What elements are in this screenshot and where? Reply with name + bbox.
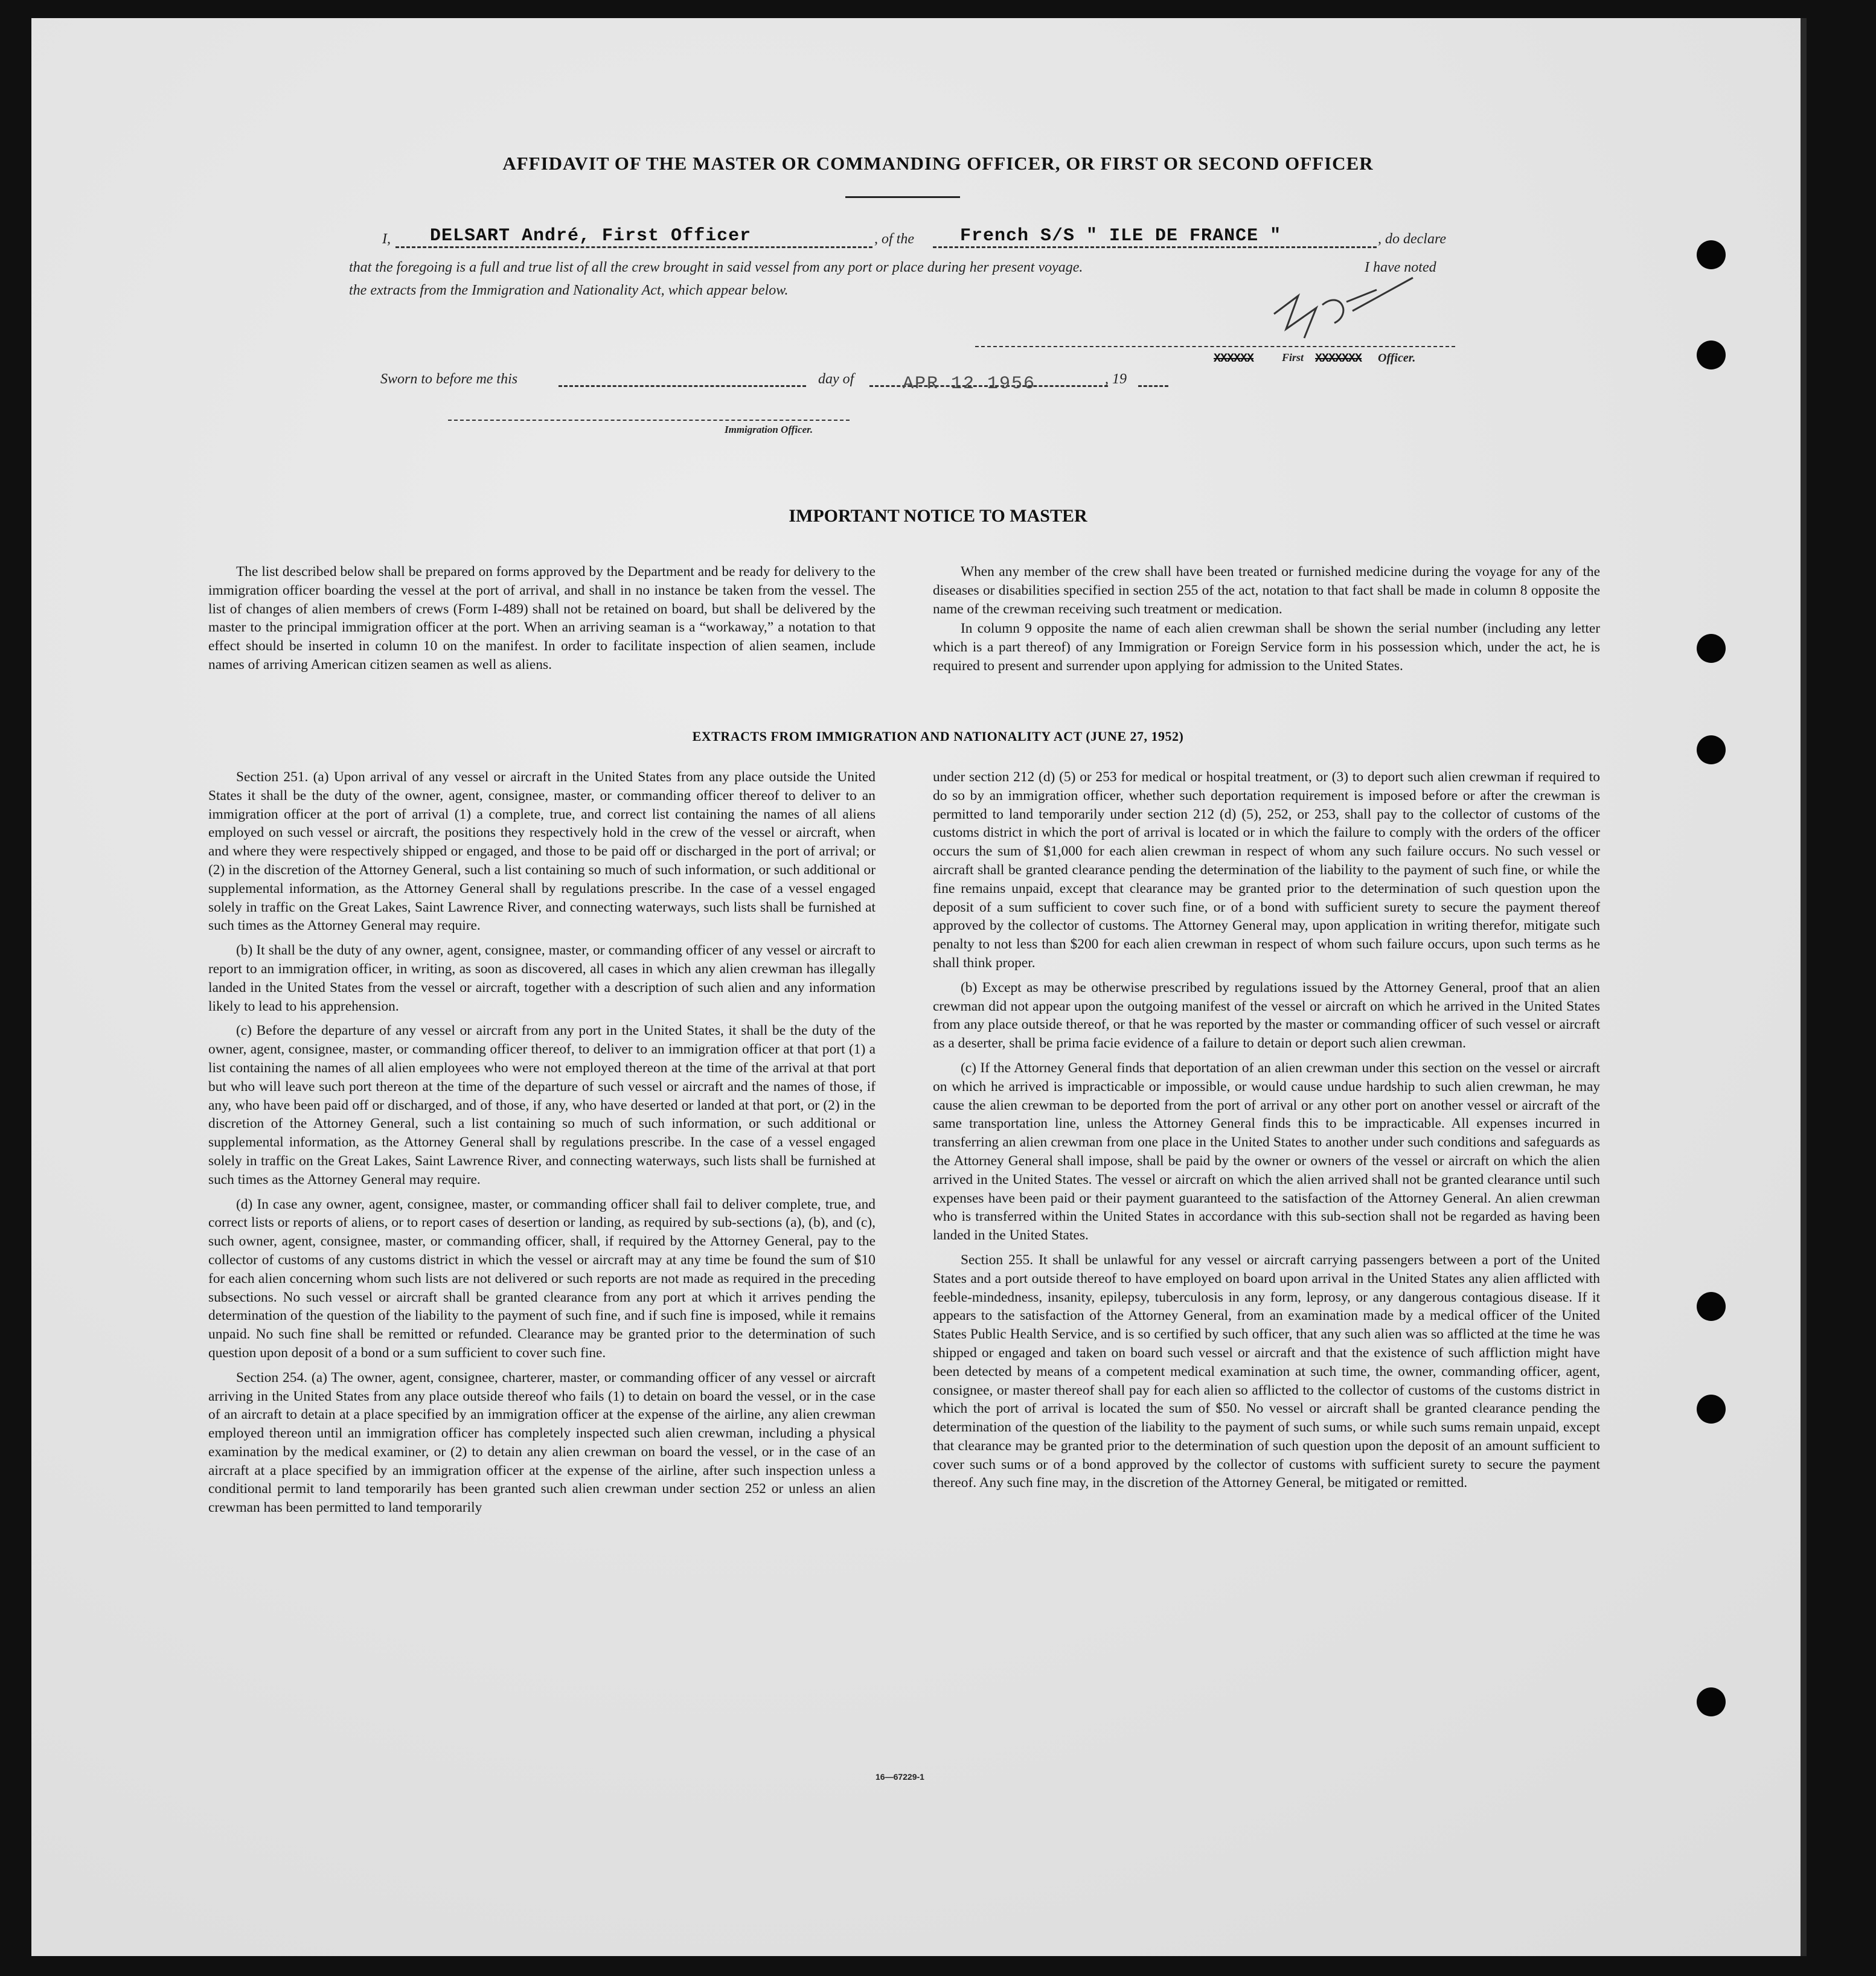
officer-signature [1262,272,1419,350]
struck-master: XXXXXX [1214,352,1254,366]
notice-left-column [208,563,876,680]
date-stamp: APR 12 1956 [903,374,1036,394]
form-code: 16—67229-1 [876,1772,924,1782]
declaration-line-2-end: I have noted [1365,260,1436,275]
officer-label: Officer. [1378,351,1416,365]
section-251d: (d) In case any owner, agent, consignee, master, or commanding officer shall fail to deliver complete, true, and correct lists or reports of aliens, or to report cases of desertion or landing, as required by sub-sections (a), (b), and (c), such owner, agent, consignee, master, or commanding officer, shall, if required by the Attorney General, pay to the collector of customs of any customs district in which the vessel or aircraft may at any time be found the sum of $10 for each alien concerning whom such lists are not delivered or such reports are not made as required in the preceding subsections. No such vessel or aircraft shall be granted clearance from any port at which it arrives pending the determination of the question of the liability to the payment of such fine, and if such fine is imposed, while it remains unpaid. No such fine shall be remitted or refunded. Clearance may be granted prior to the determination of such question upon deposit of a bond or a sum sufficient to cover such fine. [208,1196,876,1361]
of-the-label: , of the [874,231,914,247]
binder-hole [1697,1687,1726,1716]
section-251c: (c) Before the departure of any vessel or aircraft from any port in the United States, it shall be the duty of the owner, agent, consignee, master, or commanding officer thereof, to deliver to an immigration officer at that port (1) a list containing the names of all alien employees who were not employed thereon at the time of the arrival at that port but who will leave such port thereon at the time of the departure of such vessel or aircraft and the names of those, if any, who have been paid off or discharged, and of those, if any, who have deserted or landed at that port, or (2) in the discretion of the Attorney General, such a list containing so much of such information, or such additional or supplemental information, as the Attorney General shall by regulations prescribe. In the case of a vessel engaged solely in traffic on the Great Lakes, Saint Lawrence River, and connecting waterways, such lists shall be furnished at such times as the Attorney General may require. [208,1023,876,1188]
binder-hole [1697,1292,1726,1321]
officer-signature-line [975,346,1455,347]
section-255: Section 255. It shall be unlawful for any vessel or aircraft carrying passengers between a port of the United States and a port outside thereof to have employed on board upon arrival in the United States any alien afflicted with feeble-mindedness, insanity, epilepsy, tuberculosis in any form, leprosy, or any dangerous contagious disease. If it appears to the satisfaction of the Attorney General, from an examination made by a medical officer of the United States Public Health Service, and is so certified by such officer, that any such alien was so afflicted at the time he was shipped or engaged and taken on board such vessel or aircraft and that the existence of such affliction might have been detected by means of a competent medical examination at such time, the owner, commanding officer, agent, consignee, or master thereof shall pay for each alien so afflicted to the collector of customs of the customs district in which the port of arrival is located the sum of $50. No vessel or aircraft shall be granted clearance pending the determination of the question of the liability to the payment of such sums, or while such sums remain unpaid, except that clearance may be granted prior to the determination of such question upon the deposit of an amount sufficient to cover such sums or of a bond approved by the collector of customs with sufficient surety to secure the payment thereof. Any such fine may, in the discretion of the Attorney General, be mitigated or remitted. [933,1252,1600,1491]
section-254c: (c) If the Attorney General finds that deportation of an alien crewman under this section on the vessel or aircraft on which he arrived is impracticable or impossible, or would cause undue hardship to such alien crewman, he may cause the alien crewman to be deported from the port of arrival or any other port on another vessel or aircraft of the same transportation line, unless the Attorney General finds this to be impracticable. All expenses incurred in transferring an alien crewman from one place in the United States to another under such conditions and safeguards as the Attorney General shall impose, shall be paid by the owner or owners of the vessel or aircraft on which the alien arrived in the United States. The vessel or aircraft on which the alien arrived shall not be granted clearance until such expenses have been paid or their payment guaranteed to the satisfaction of the Attorney General. An alien crewman who is transferred within the United States in accordance with this sub-section shall not be regarded as having been landed in the United States. [933,1060,1600,1244]
immigration-officer-label: Immigration Officer. [725,424,813,435]
i-label: I, [382,231,391,247]
section-251a: Section 251. (a) Upon arrival of any vessel or aircraft in the United States from any place outside the United States it shall be the duty of the owner, agent, consignee, master, or commanding officer thereof to deliver to an immigration officer at the port of arrival (1) a complete, true, and correct list containing the names of all aliens employed on such vessel or aircraft, the positions they respectively hold in the crew of the vessel or aircraft, when and where they were respectively shipped or engaged, and those to be paid off or discharged in the port of arrival; or (2) in the discretion of the Attorney General, such a list containing so much of such information, or such additional or supplemental information, as the Attorney General shall by regulations prescribe. In the case of a vessel engaged solely in traffic on the Great Lakes, Saint Lawrence River, and connecting waterways, such lists shall be furnished at such times as the Attorney General may require. [208,769,876,934]
binder-hole [1697,634,1726,663]
immigration-officer-line [448,420,850,421]
section-254a-cont: under section 212 (d) (5) or 253 for medical or hospital treatment, or (3) to deport such alien crewman if required to do so by an immigration officer, whether such deportation requirement is imposed before or after the crewman is permitted to land temporarily under section 212 (d) (5), 252, or 253, shall pay to the collector of customs of the customs district in which the port of arrival is located or in which the failure to comply with the orders of the officer occurs the sum of $1,000 for each alien crewman in respect of whom any such failure occurs. No such vessel or aircraft shall be granted clearance pending the determination of the liability to the payment of such fine, or while the fine remains unpaid, except that clearance may be granted prior to the determination of such question upon the deposit of a sum sufficient to cover such fine, or of a bond with sufficient surety to secure the payment thereof approved by the collector of customs. The Attorney General may, upon application in writing therefor, mitigate such penalty to not less than $200 for each alien crewman in respect of whom such failure occurs, upon such terms as he shall think proper. [933,769,1600,971]
vessel-name: French S/S " ILE DE FRANCE " [960,226,1282,246]
binder-hole [1697,341,1726,369]
day-of-label: day of [818,371,854,387]
declarant-name: DELSART André, First Officer [430,226,752,246]
declaration-line-2: that the foregoing is a full and true list of all the crew brought in said vessel from any port or place during her present voyage. [349,260,1083,275]
notice-title: IMPORTANT NOTICE TO MASTER [789,506,1087,526]
affidavit-title: AFFIDAVIT OF THE MASTER OR COMMANDING OFFICER, OR FIRST OR SECOND OFFICER [502,153,1374,174]
notice-left-paragraph: The list described below shall be prepared on forms approved by the Department and be ready for delivery to the immigration officer boarding the vessel at the port of arrival, and shall in no instance be taken from the vessel. The list of changes of alien members of crews (Form I-489) shall not be retained on board, but shall be delivered by the master to the principal immigration officer at the port. When an arriving seaman is a “workaway,” a notation to that effect should be inserted in column 10 on the manifest. In order to facilitate inspection of alien seamen, include names of arriving American citizen seamen as well as aliens. [208,564,876,673]
title-rule [845,196,960,198]
notice-right-paragraph-2: In column 9 opposite the name of each alien crewman shall be shown the serial number (including any letter which is a part thereof) of any Immigration or Foreign Service form in his possession which, under the act, he is required to present and surrender upon applying for admission to the United States. [933,621,1600,674]
binder-hole [1697,240,1726,269]
officer-first-label: First [1282,351,1304,363]
year-fill-line [1138,385,1168,387]
section-254a: Section 254. (a) The owner, agent, consignee, charterer, master, or commanding officer of any vessel or aircraft arriving in the United States from any place outside thereof who fails (1) to detain on board the vessel, or in the case of an aircraft to detain at a place specified by an immigration officer at the expense of the airline, any alien crewman employed thereon until an immigration officer has completely inspected such alien crewman, including a physical examination by the medical examiner, or (2) to detain any alien crewman on board the vessel, or in the case of an aircraft at a place specified by an immigration officer at the expense of the airline, after such inspection unless a conditional permit to land temporarily has been granted such alien crewman under section 252 or unless an alien crewman has been permitted to land temporarily [208,1369,876,1516]
declaration-line-3: the extracts from the Immigration and Nationality Act, which appear below. [349,283,789,298]
sworn-fill-line [559,385,806,387]
name-fill-line [395,246,872,248]
sworn-label: Sworn to before me this [380,371,518,387]
notice-right-column [933,563,1600,682]
section-251b: (b) It shall be the duty of any owner, agent, consignee, master, or commanding officer of any vessel or aircraft to report to an immigration officer, in writing, as soon as discovered, all cases in which any alien crewman has illegally landed in the United States from the vessel or aircraft, together with a description of such alien and any information likely to lead to his apprehension. [208,942,876,1014]
year-label: , 19 [1105,371,1127,387]
binder-hole [1697,1395,1726,1424]
extracts-title: EXTRACTS FROM IMMIGRATION AND NATIONALITY ACT (JUNE 27, 1952) [692,729,1184,744]
extracts-right-column [933,768,1600,1498]
extracts-left-column [208,768,876,1523]
sheet-edge [1801,18,1807,1956]
section-254b: (b) Except as may be otherwise prescribed by regulations issued by the Attorney General, proof that an alien crewman did not appear upon the outgoing manifest of the vessel or aircraft on which he arrived in the United States from any place outside thereof, or that he was reported by the master or commanding officer of such vessel or aircraft as a deserter, shall be prima facie evidence of a failure to detain or deport such alien crewman. [933,979,1600,1052]
vessel-fill-line [933,246,1377,248]
notice-right-paragraph-1: When any member of the crew shall have been treated or furnished medicine during the voyage for any of the diseases or disabilities specified in section 255 of the act, notation to that fact shall be made in column 8 opposite the name of the crewman receiving such treatment or medication. [933,564,1600,617]
struck-second: XXXXXXX [1315,352,1362,366]
do-declare-label: , do declare [1378,231,1447,247]
